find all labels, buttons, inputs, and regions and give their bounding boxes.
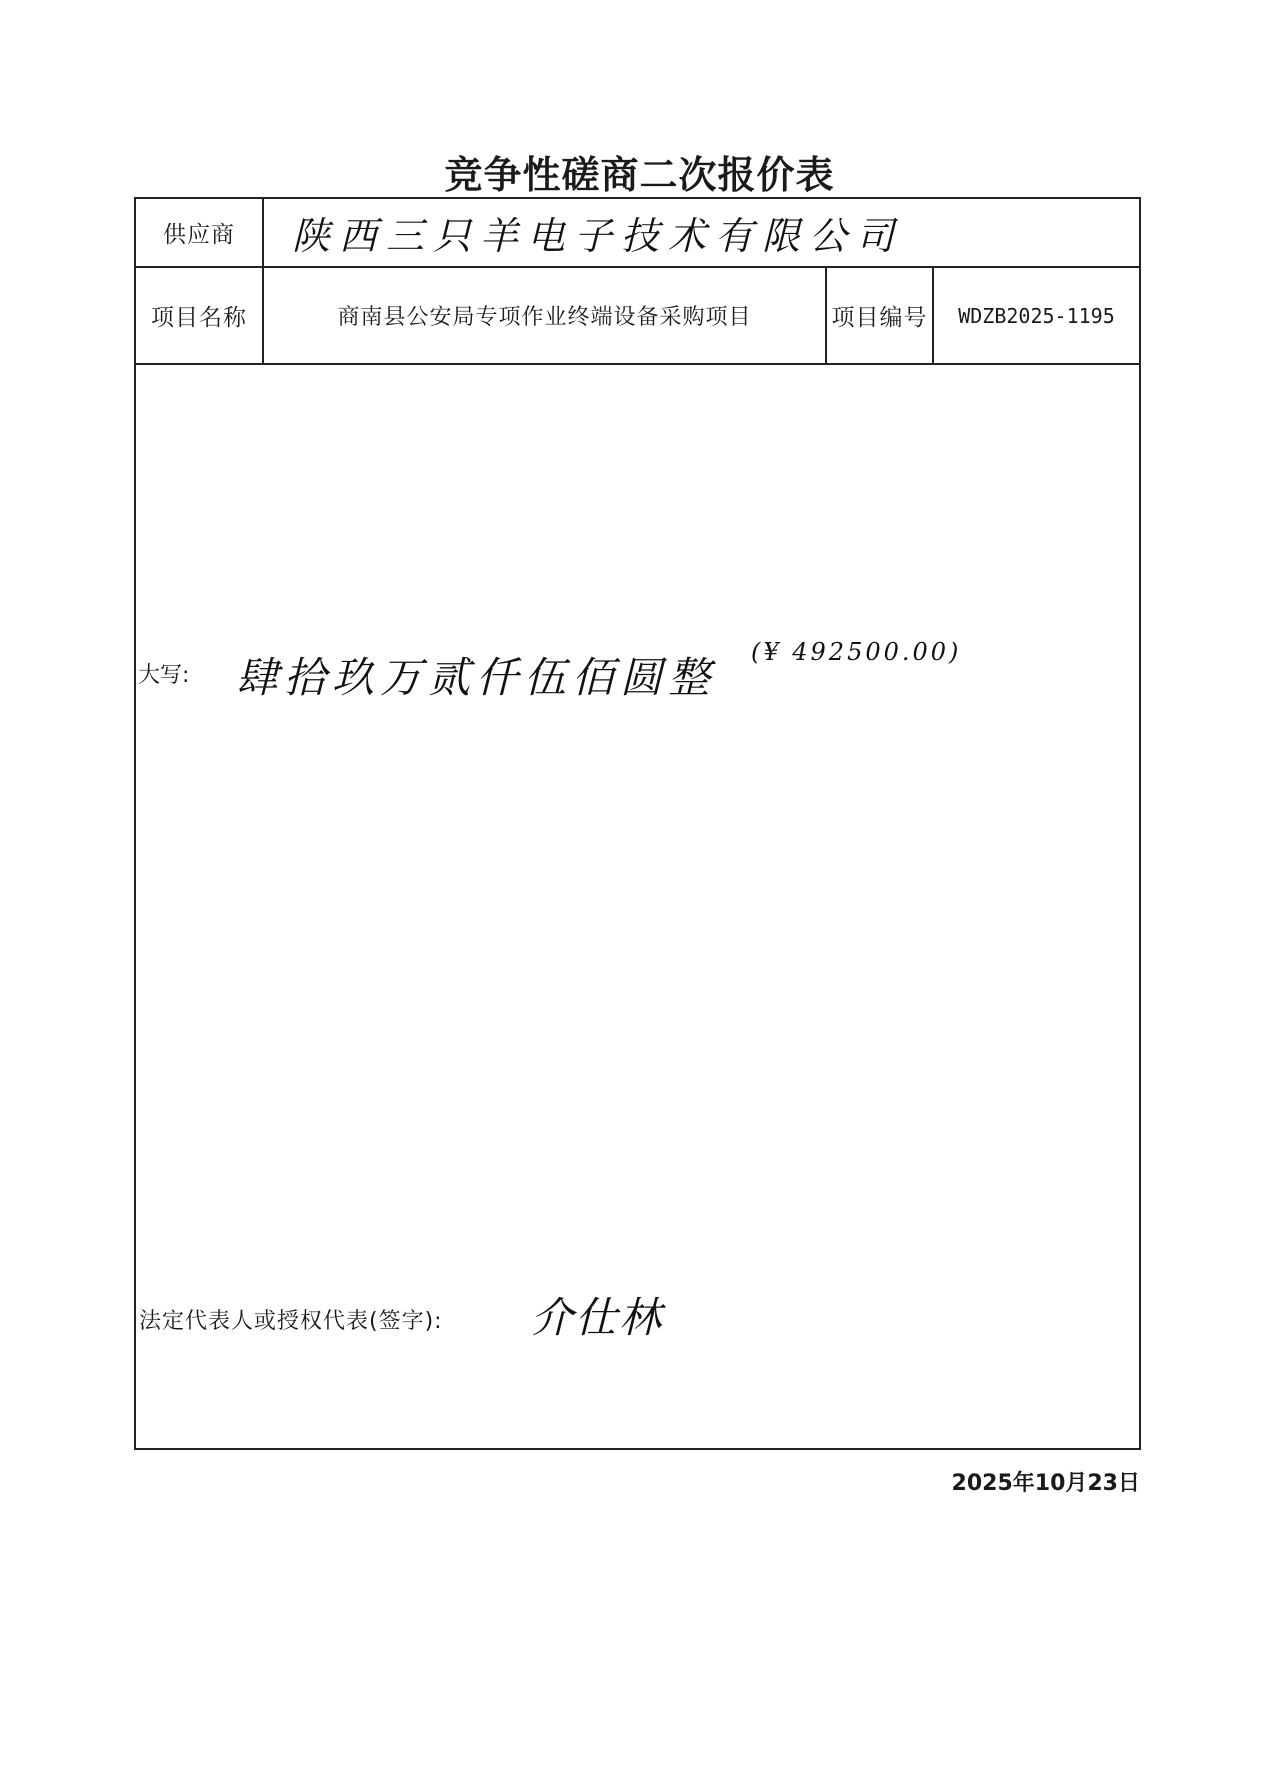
supplier-value: 陕西三只羊电子技术有限公司 xyxy=(292,214,904,258)
amount-label: 大写: xyxy=(138,663,190,688)
project-code-value: WDZB2025-1195 xyxy=(958,303,1115,328)
supplier-row xyxy=(136,199,1139,268)
amount-number-handwritten: (¥ 492500.00) xyxy=(751,638,962,666)
supplier-label: 供应商 xyxy=(136,199,264,266)
form-body xyxy=(136,365,1139,1448)
signature-label: 法定代表人或授权代表(签字): xyxy=(139,1309,443,1334)
amount-chinese-handwritten: 肆拾玖万贰仟伍佰圆整 xyxy=(236,653,717,702)
project-code-label: 项目编号 xyxy=(827,268,934,363)
project-name-value: 商南县公安局专项作业终端设备采购项目 xyxy=(264,268,827,363)
project-name-label: 项目名称 xyxy=(136,268,264,363)
quote-form xyxy=(134,197,1141,1450)
signature-handwritten: 介仕林 xyxy=(531,1293,664,1342)
document-date: 2025年10月23日 xyxy=(951,1471,1140,1496)
project-row xyxy=(136,268,1139,365)
document-title: 竞争性磋商二次报价表 xyxy=(444,153,835,197)
